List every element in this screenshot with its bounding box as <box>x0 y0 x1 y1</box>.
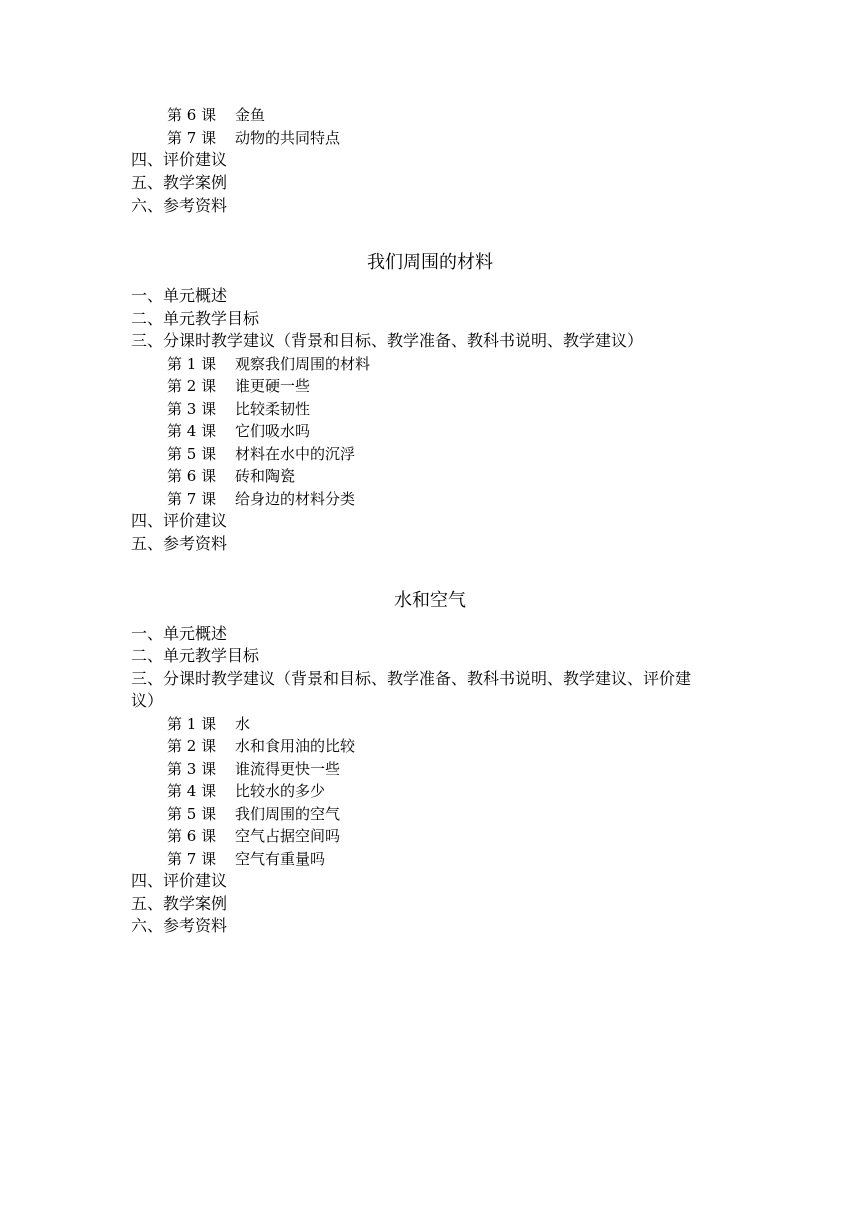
lesson-title: 谁更硬一些 <box>235 377 311 395</box>
lesson-line <box>167 825 340 847</box>
outline-item: 四、评价建议 <box>131 150 228 169</box>
lesson-number: 第 1 课 <box>167 355 217 373</box>
lesson-line <box>167 375 310 397</box>
outline-item: 四、评价建议 <box>131 511 228 530</box>
outline-item: 二、单元教学目标 <box>131 646 260 665</box>
lesson-number: 第 2 课 <box>167 737 217 755</box>
lesson-title: 它们吸水吗 <box>235 422 311 440</box>
outline-item: 一、单元概述 <box>131 286 228 305</box>
outline-item: 五、教学案例 <box>131 173 228 192</box>
lesson-number: 第 5 课 <box>167 445 217 463</box>
lesson-number: 第 4 课 <box>167 782 217 800</box>
lesson-title: 观察我们周围的材料 <box>235 355 371 373</box>
section-title: 我们周围的材料 <box>367 252 493 273</box>
outline-item: 一、单元概述 <box>131 624 228 643</box>
lesson-number: 第 3 课 <box>167 400 217 418</box>
lesson-number: 第 1 课 <box>167 715 217 733</box>
lesson-line <box>167 488 355 510</box>
lesson-number: 第 5 课 <box>167 805 217 823</box>
lesson-number: 第 7 课 <box>167 129 217 147</box>
lesson-title: 砖和陶瓷 <box>235 467 296 485</box>
lesson-number: 第 2 课 <box>167 377 217 395</box>
lesson-line <box>167 758 340 780</box>
lesson-line <box>167 848 325 870</box>
outline-item: 五、教学案例 <box>131 894 228 913</box>
lesson-title: 动物的共同特点 <box>235 129 341 147</box>
lesson-number: 第 7 课 <box>167 850 217 868</box>
lesson-title: 空气占据空间吗 <box>235 827 341 845</box>
outline-item: 三、分课时教学建议（背景和目标、教学准备、教科书说明、教学建议） <box>131 331 644 350</box>
lesson-title: 我们周围的空气 <box>235 805 341 823</box>
lesson-line <box>167 780 325 802</box>
lesson-title: 谁流得更快一些 <box>235 760 341 778</box>
lesson-line <box>167 465 295 487</box>
outline-item: 六、参考资料 <box>131 196 228 215</box>
lesson-line <box>167 127 340 149</box>
lesson-line <box>167 353 370 375</box>
lesson-title: 比较水的多少 <box>235 782 326 800</box>
lesson-line <box>167 398 310 420</box>
lesson-number: 第 6 课 <box>167 106 217 124</box>
lesson-title: 空气有重量吗 <box>235 850 326 868</box>
outline-item-continuation: 议） <box>131 691 164 710</box>
lesson-title: 金鱼 <box>235 106 266 124</box>
lesson-title: 水和食用油的比较 <box>235 737 356 755</box>
lesson-line <box>167 443 355 465</box>
section-title: 水和空气 <box>394 590 466 611</box>
lesson-number: 第 4 课 <box>167 422 217 440</box>
lesson-title: 比较柔韧性 <box>235 400 311 418</box>
lesson-number: 第 6 课 <box>167 467 217 485</box>
lesson-title: 材料在水中的沉浮 <box>235 445 356 463</box>
lesson-title: 给身边的材料分类 <box>235 490 356 508</box>
outline-item: 六、参考资料 <box>131 916 228 935</box>
lesson-line <box>167 713 250 735</box>
outline-item: 三、分课时教学建议（背景和目标、教学准备、教科书说明、教学建议、评价建 <box>131 669 692 688</box>
lesson-line <box>167 420 310 442</box>
outline-item: 二、单元教学目标 <box>131 309 260 328</box>
lesson-number: 第 3 课 <box>167 760 217 778</box>
outline-item: 四、评价建议 <box>131 871 228 890</box>
lesson-number: 第 7 课 <box>167 490 217 508</box>
lesson-title: 水 <box>235 715 251 733</box>
lesson-line <box>167 735 355 757</box>
lesson-line <box>167 803 340 825</box>
lesson-line <box>167 104 265 126</box>
lesson-number: 第 6 课 <box>167 827 217 845</box>
outline-item: 五、参考资料 <box>131 534 228 553</box>
